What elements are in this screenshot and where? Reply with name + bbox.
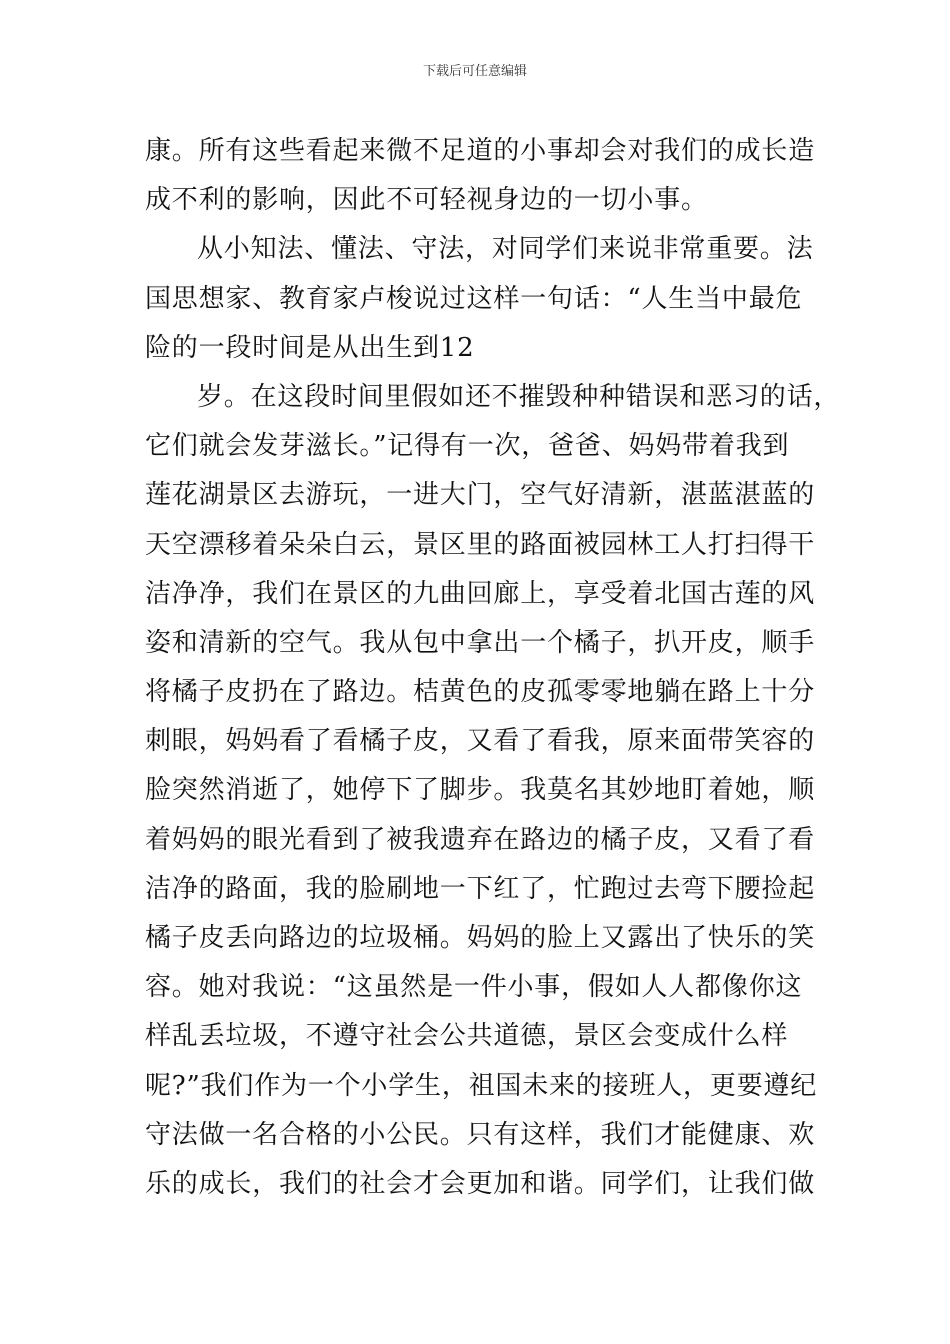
text-line: 岁。在这段时间里假如还不摧毁种种错误和恶习的话， (197, 381, 841, 412)
text-line: 莲花湖景区去游玩，一进大门，空气好清新，湛蓝湛蓝的 (145, 480, 816, 511)
text-line: 守法做一名合格的小公民。只有这样，我们才能健康、欢 (145, 1119, 816, 1150)
text-line: 容。她对我说：“这虽然是一件小事，假如人人都像你这 (145, 972, 803, 1003)
text-line: 从小知法、懂法、守法，对同学们来说非常重要。法 (197, 234, 814, 265)
text-line: 天空漂移着朵朵白云，景区里的路面被园林工人打扫得干 (145, 529, 816, 560)
text-line: 样乱丢垃圾，不遵守社会公共道德，景区会变成什么样 (145, 1021, 789, 1052)
text-line: 姿和清新的空气。我从包中拿出一个橘子，扒开皮，顺手 (145, 627, 816, 658)
text-line: 将橘子皮扔在了路边。桔黄色的皮孤零零地躺在路上十分 (145, 677, 816, 708)
text-line: 刺眼，妈妈看了看橘子皮，又看了看我，原来面带笑容的 (145, 726, 816, 757)
page-header: 下载后可任意编辑 (422, 64, 527, 79)
text-line: 着妈妈的眼光看到了被我遗弃在路边的橘子皮，又看了看 (145, 824, 816, 855)
text-line: 橘子皮丢向路边的垃圾桶。妈妈的脸上又露出了快乐的笑 (145, 923, 816, 953)
text-line: 成不利的影响，因此不可轻视身边的一切小事。 (145, 185, 708, 216)
document-body (145, 127, 841, 1209)
text-line: 险的一段时间是从出生到12 (145, 332, 475, 363)
text-line: 国思想家、教育家卢梭说过这样一句话：“人生当中最危 (145, 283, 803, 314)
text-line: 它们就会发芽滋长。”记得有一次，爸爸、妈妈带着我到 (145, 431, 790, 462)
text-line: 洁净净，我们在景区的九曲回廊上，享受着北国古莲的风 (145, 578, 816, 609)
text-line: 洁净的路面，我的脸刷地一下红了，忙跑过去弯下腰捡起 (145, 873, 816, 904)
text-line: 康。所有这些看起来微不足道的小事却会对我们的成长造 (145, 136, 816, 166)
text-line: 乐的成长，我们的社会才会更加和谐。同学们，让我们做 (145, 1168, 816, 1199)
text-line: 呢?”我们作为一个小学生，祖国未来的接班人，更要遵纪 (145, 1070, 818, 1101)
text-line: 脸突然消逝了，她停下了脚步。我莫名其妙地盯着她，顺 (145, 775, 816, 806)
